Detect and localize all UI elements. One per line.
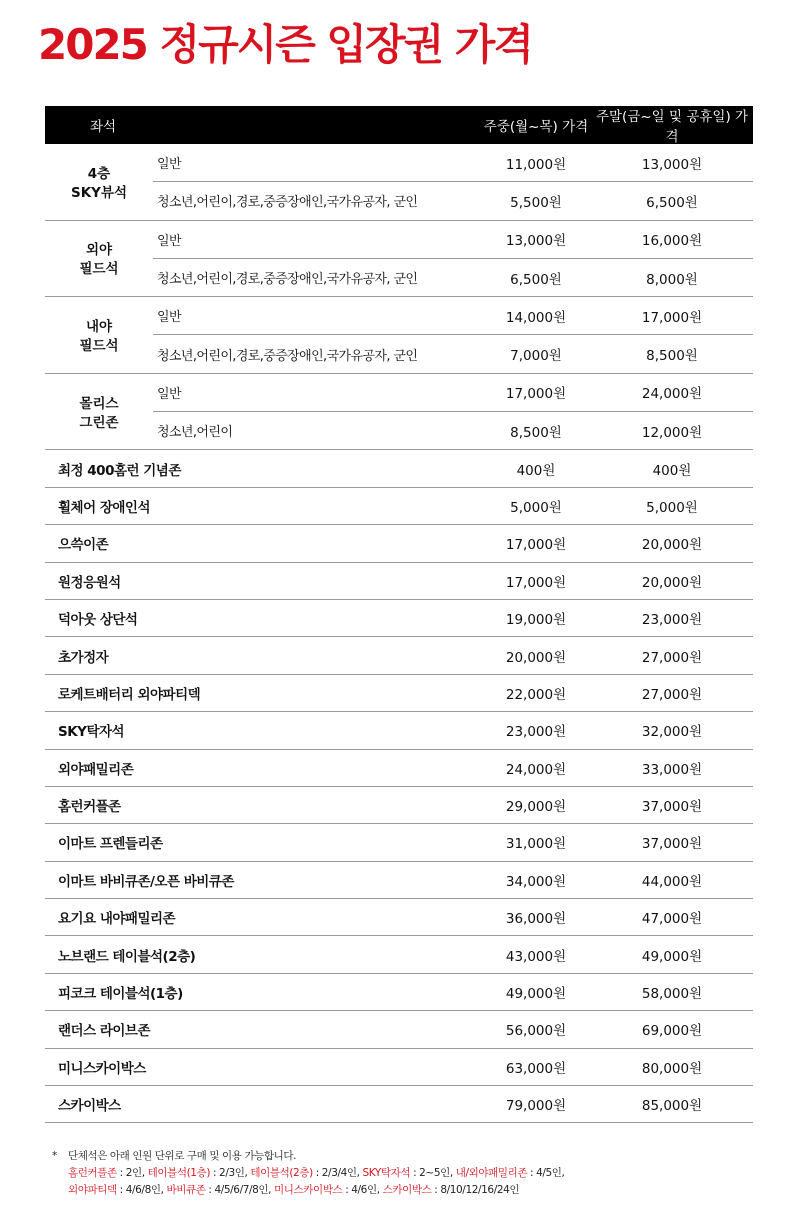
weekday-price: 49,000원 [505, 986, 567, 1003]
table-row [153, 297, 753, 334]
weekend-price: 400원 [652, 462, 692, 479]
weekend-price: 49,000원 [641, 948, 703, 965]
table-row [45, 600, 753, 637]
weekday-price: 400원 [516, 462, 556, 479]
ticket-type: 일반 [157, 157, 181, 173]
table-header [45, 106, 753, 144]
seat-name: 이마트 프렌들리존 [58, 836, 163, 853]
weekday-price: 5,000원 [510, 499, 562, 516]
weekday-price: 43,000원 [505, 948, 567, 965]
weekday-price: 56,000원 [505, 1023, 567, 1040]
weekend-price: 27,000원 [641, 686, 703, 703]
table-row [45, 750, 753, 787]
seat-name: 으쓱이존 [58, 537, 109, 554]
weekend-price: 33,000원 [641, 761, 703, 778]
ticket-type: 청소년,어린이 [157, 425, 233, 441]
weekday-price: 31,000원 [505, 836, 567, 853]
table-row [45, 525, 753, 562]
seat-name: 미니스카이박스 [58, 1060, 146, 1077]
seat-name: 덕아웃 상단석 [58, 612, 138, 629]
weekday-price: 23,000원 [505, 724, 567, 741]
seat-name: 홈런커플존 [58, 799, 121, 816]
weekday-price: 17,000원 [505, 537, 567, 554]
ticket-type: 일반 [157, 310, 181, 326]
seat-name: 원정응원석 [58, 574, 121, 591]
weekday-price: 20,000원 [505, 649, 567, 666]
weekday-price: 14,000원 [505, 309, 567, 326]
table-row [45, 712, 753, 749]
table-row [45, 1011, 753, 1048]
table-row [45, 675, 753, 712]
seat-name: 피코크 테이블석(1층) [58, 986, 183, 1003]
footnote [52, 1148, 772, 1199]
table-row [45, 899, 753, 936]
seat-name: SKY탁자석 [58, 724, 125, 741]
seat-name: 이마트 바비큐존/오픈 바비큐존 [58, 873, 234, 890]
weekday-price: 34,000원 [505, 873, 567, 890]
table-row [45, 637, 753, 674]
weekend-price: 8,000원 [646, 271, 698, 288]
footnote-line: 단체석은 아래 인원 단위로 구매 및 이용 가능합니다. [68, 1150, 297, 1162]
table-row [153, 144, 753, 181]
weekend-price: 5,000원 [646, 499, 698, 516]
weekend-price: 58,000원 [641, 986, 703, 1003]
table-row [45, 862, 753, 899]
group-name: 내야 필드석 [79, 318, 119, 354]
table-row [45, 1086, 753, 1123]
table-row [45, 563, 753, 600]
weekend-price: 47,000원 [641, 911, 703, 928]
weekend-price: 17,000원 [641, 309, 703, 326]
weekday-price: 6,500원 [510, 271, 562, 288]
weekend-price: 6,500원 [646, 194, 698, 211]
weekday-price: 36,000원 [505, 911, 567, 928]
weekday-price: 11,000원 [505, 156, 567, 173]
footnote-line: 외야파티덱 : 4/6/8인, 바비큐존 : 4/5/6/7/8인, 미니스카이박스 : 4/6인, 스카이박스 : 8/10/12/16/24인 [68, 1184, 520, 1196]
weekend-price: 69,000원 [641, 1023, 703, 1040]
ticket-type: 청소년,어린이,경로,중증장애인,국가유공자, 군인 [157, 195, 418, 211]
weekday-price: 22,000원 [505, 686, 567, 703]
weekend-price: 12,000원 [641, 424, 703, 441]
weekday-price: 8,500원 [510, 424, 562, 441]
group-name: 외야 필드석 [79, 242, 119, 278]
group-name: 몰리스 그린존 [79, 395, 119, 431]
weekday-price: 7,000원 [510, 348, 562, 365]
seat-name: 외야패밀리존 [58, 761, 134, 778]
group-name: 4층 SKY뷰석 [70, 165, 128, 201]
ticket-type: 청소년,어린이,경로,중증장애인,국가유공자, 군인 [157, 348, 418, 364]
page-title: 2025 정규시즌 입장권 가격 [38, 20, 532, 69]
weekday-price: 13,000원 [505, 233, 567, 250]
seat-name: 스카이박스 [58, 1098, 121, 1115]
weekend-price: 23,000원 [641, 612, 703, 629]
seat-group [45, 374, 753, 451]
table-row [153, 374, 753, 411]
weekend-price: 37,000원 [641, 799, 703, 816]
weekday-price: 17,000원 [505, 574, 567, 591]
seat-name: 로케트배터리 외야파티덱 [58, 686, 201, 703]
weekday-price: 17,000원 [505, 386, 567, 403]
weekday-price: 29,000원 [505, 799, 567, 816]
table-row [153, 411, 753, 449]
weekend-price: 27,000원 [641, 649, 703, 666]
header-seat: 좌석 [90, 119, 117, 135]
seat-group [45, 221, 753, 298]
seat-name: 초가정자 [58, 649, 109, 666]
weekend-price: 8,500원 [646, 348, 698, 365]
ticket-type: 청소년,어린이,경로,중증장애인,국가유공자, 군인 [157, 272, 418, 288]
table-row [153, 221, 753, 258]
weekday-price: 24,000원 [505, 761, 567, 778]
weekday-price: 63,000원 [505, 1060, 567, 1077]
seat-name: 노브랜드 테이블석(2층) [58, 948, 196, 965]
seat-name: 요기요 내야패밀리존 [58, 911, 176, 928]
weekend-price: 20,000원 [641, 537, 703, 554]
header-weekday: 주중(월~목) 가격 [483, 119, 589, 135]
table-row [45, 787, 753, 824]
weekend-price: 20,000원 [641, 574, 703, 591]
weekend-price: 16,000원 [641, 233, 703, 250]
table-row [153, 258, 753, 296]
weekend-price: 24,000원 [641, 386, 703, 403]
footnote-bullet: * [52, 1150, 57, 1162]
ticket-type: 일반 [157, 386, 181, 402]
weekend-price: 13,000원 [641, 156, 703, 173]
seat-name: 휠체어 장애인석 [58, 499, 150, 516]
weekend-price: 80,000원 [641, 1060, 703, 1077]
table-row [153, 334, 753, 372]
weekday-price: 5,500원 [510, 194, 562, 211]
header-weekend: 주말(금~일 및 공휴일) 가격 [595, 109, 749, 145]
seat-group [45, 297, 753, 374]
ticket-type: 일반 [157, 233, 181, 249]
weekday-price: 19,000원 [505, 612, 567, 629]
table-row [45, 450, 753, 487]
seat-group [45, 144, 753, 221]
table-row [45, 488, 753, 525]
weekend-price: 85,000원 [641, 1098, 703, 1115]
price-table [45, 106, 753, 1123]
footnote-line: 홈런커플존 : 2인, 테이블석(1층) : 2/3인, 테이블석(2층) : 2/3/4인, SKY탁자석 : 2~5인, 내/외야패밀리존 : 4/5인, [68, 1167, 565, 1179]
table-row [45, 936, 753, 973]
table-row [45, 974, 753, 1011]
table-row [45, 824, 753, 861]
seat-name: 랜더스 라이브존 [58, 1023, 150, 1040]
weekend-price: 44,000원 [641, 873, 703, 890]
weekend-price: 37,000원 [641, 836, 703, 853]
table-row [153, 181, 753, 219]
weekend-price: 32,000원 [641, 724, 703, 741]
table-row [45, 1049, 753, 1086]
seat-name: 최정 400홈런 기념존 [58, 462, 181, 479]
weekday-price: 79,000원 [505, 1098, 567, 1115]
